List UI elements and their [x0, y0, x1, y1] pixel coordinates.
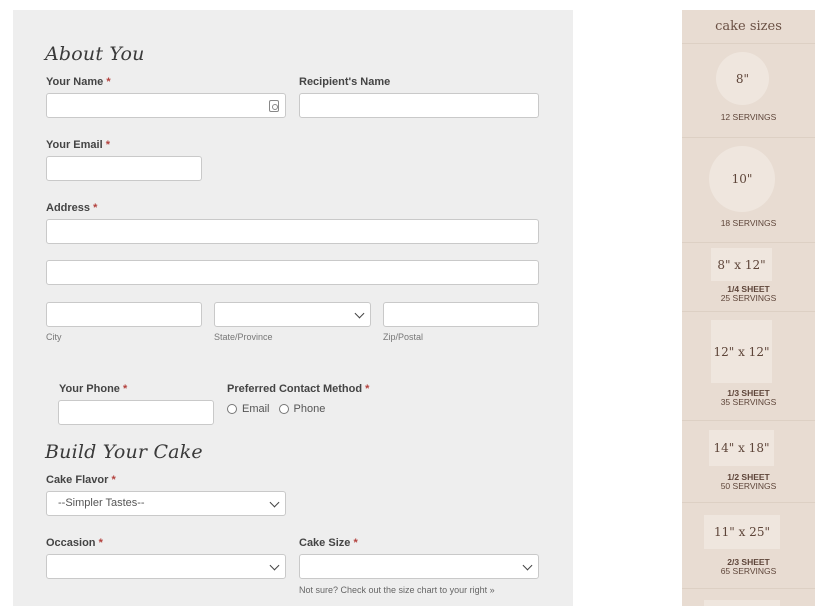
contact-email-radio[interactable] [227, 404, 237, 414]
required-mark: * [98, 537, 103, 549]
required-mark: * [365, 383, 370, 395]
contact-method-label: Preferred Contact Method * [227, 383, 370, 395]
size-third-sheet-caption: 1/3 SHEET 35 SERVINGS [720, 388, 777, 407]
your-email-label: Your Email * [46, 139, 110, 151]
contact-phone-label[interactable]: Phone [293, 403, 326, 415]
divider [682, 502, 815, 503]
contact-method-options [227, 403, 325, 415]
divider [682, 43, 815, 44]
size-quarter-sheet: 8" x 12" [711, 248, 772, 281]
size-two-thirds-sheet-caption: 2/3 SHEET 65 SERVINGS [720, 557, 777, 576]
about-you-heading: About You [45, 43, 145, 65]
required-mark: * [122, 383, 128, 395]
size-next-shape [704, 600, 780, 606]
your-email-input[interactable] [46, 156, 202, 181]
divider [682, 588, 815, 589]
your-phone-label: Your Phone * [59, 383, 128, 395]
cake-flavor-select[interactable] [46, 491, 286, 516]
your-phone-input[interactable] [58, 400, 214, 425]
size-8-caption: 12 SERVINGS [720, 112, 777, 122]
build-cake-heading: Build Your Cake [45, 441, 203, 463]
occasion-select[interactable] [46, 554, 286, 579]
chevron-down-icon [355, 309, 365, 319]
your-name-input[interactable] [46, 93, 286, 118]
size-chart-title: cake sizes [715, 19, 782, 34]
required-mark: * [353, 537, 358, 549]
size-10-inch-round: 10" [709, 146, 775, 212]
occasion-label: Occasion * [46, 537, 103, 549]
city-input[interactable] [46, 302, 202, 327]
required-mark: * [106, 76, 111, 88]
required-mark: * [105, 139, 110, 151]
contact-card-icon[interactable] [269, 100, 279, 112]
recipient-name-input[interactable] [299, 93, 539, 118]
size-quarter-sheet-caption: 1/4 SHEET 25 SERVINGS [720, 284, 777, 303]
contact-phone-radio[interactable] [279, 404, 289, 414]
size-8-inch-round: 8" [716, 52, 769, 105]
divider [682, 137, 815, 138]
state-select[interactable] [214, 302, 371, 327]
cake-size-select[interactable] [299, 554, 539, 579]
size-half-sheet-caption: 1/2 SHEET 50 SERVINGS [720, 472, 777, 491]
order-form-panel [13, 10, 573, 606]
chevron-down-icon [523, 561, 533, 571]
required-mark: * [111, 474, 116, 486]
cake-size-chart [682, 10, 815, 606]
zip-input[interactable] [383, 302, 539, 327]
address-label: Address * [46, 202, 98, 214]
city-sublabel: City [46, 332, 62, 342]
divider [682, 420, 815, 421]
size-10-caption: 18 SERVINGS [720, 218, 777, 228]
cake-flavor-value: --Simpler Tastes-- [58, 497, 145, 509]
recipient-name-label: Recipient's Name [299, 76, 391, 88]
size-third-sheet: 12" x 12" [711, 320, 772, 383]
required-mark: * [93, 202, 98, 214]
contact-email-label[interactable]: Email [242, 403, 270, 415]
size-two-thirds-sheet: 11" x 25" [704, 515, 780, 549]
divider [682, 311, 815, 312]
address-line2-input[interactable] [46, 260, 539, 285]
your-name-label: Your Name * [46, 76, 111, 88]
divider [682, 242, 815, 243]
state-sublabel: State/Province [214, 332, 273, 342]
cake-size-label: Cake Size * [299, 537, 358, 549]
size-chart-hint[interactable]: Not sure? Check out the size chart to your right » [299, 585, 495, 595]
chevron-down-icon [270, 498, 280, 508]
size-half-sheet: 14" x 18" [709, 430, 774, 466]
zip-sublabel: Zip/Postal [383, 332, 424, 342]
address-line1-input[interactable] [46, 219, 539, 244]
cake-flavor-label: Cake Flavor * [46, 474, 116, 486]
chevron-down-icon [270, 561, 280, 571]
